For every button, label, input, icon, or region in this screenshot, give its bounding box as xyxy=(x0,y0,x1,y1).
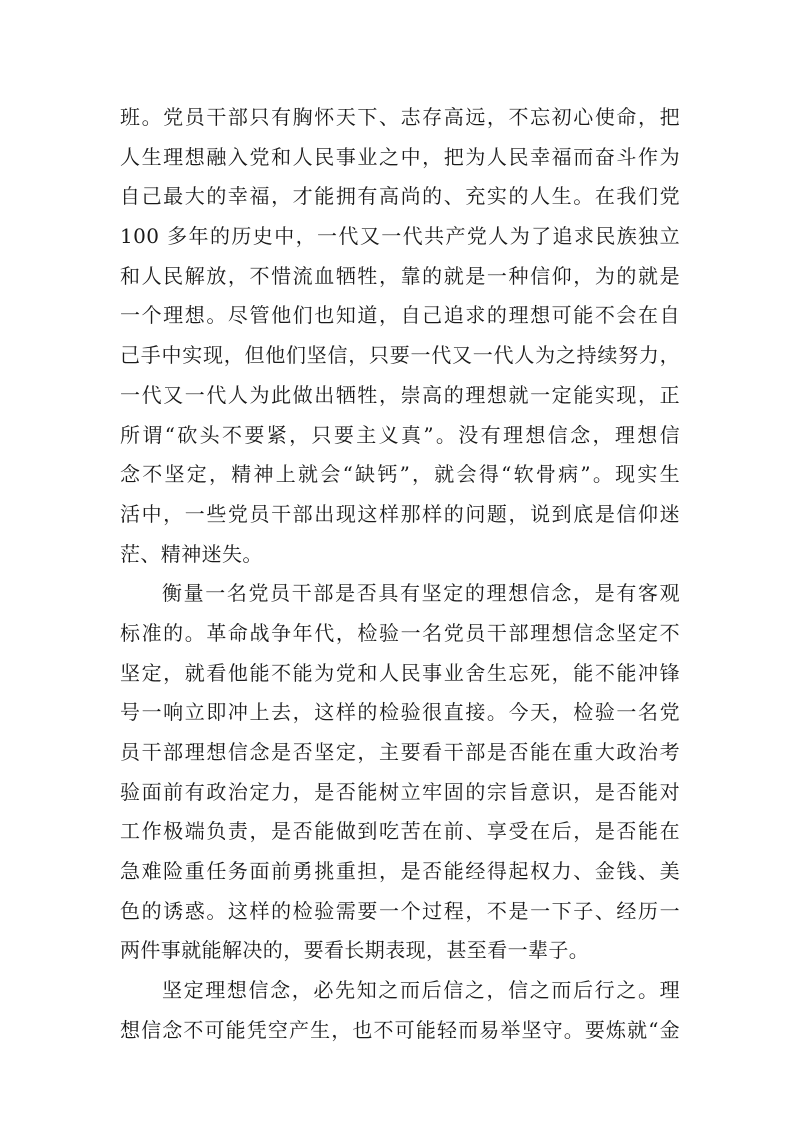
text-line: 标准的。革命战争年代，检验一名党员干部理想信念坚定不 xyxy=(120,620,680,645)
text-line: 坚定，就看他能不能为党和人民事业舍生忘死，能不能冲锋 xyxy=(120,660,680,685)
text-line: 验面前有政治定力，是否能树立牢固的宗旨意识，是否能对 xyxy=(120,779,680,804)
text-line: 员干部理想信念是否坚定，主要看干部是否能在重大政治考 xyxy=(120,740,680,764)
text-line: 自己最大的幸福，才能拥有高尚的、充实的人生。在我们党 xyxy=(120,184,680,209)
text-line: 一代又一代人为此做出牺牲，崇高的理想就一定能实现，正 xyxy=(120,382,680,407)
text-line: 己手中实现，但他们坚信，只要一代又一代人为之持续努力， xyxy=(120,343,680,368)
paragraph-2 xyxy=(120,574,680,971)
paragraph-1 xyxy=(120,98,680,574)
text-line: 人生理想融入党和人民事业之中，把为人民幸福而奋斗作为 xyxy=(120,144,680,169)
text-line: 坚定理想信念，必先知之而后信之，信之而后行之。理 xyxy=(162,978,680,1003)
text-line: 班。党员干部只有胸怀天下、志存高远，不忘初心使命，把 xyxy=(120,105,680,129)
text-line: 工作极端负责，是否能做到吃苦在前、享受在后，是否能在 xyxy=(120,819,680,844)
text-line: 一个理想。尽管他们也知道，自己追求的理想可能不会在自 xyxy=(120,303,680,328)
text-line: 所谓“砍头不要紧，只要主义真”。没有理想信念，理想信 xyxy=(120,422,680,447)
text-line: 念不坚定，精神上就会“缺钙”，就会得“软骨病”。现实生 xyxy=(120,462,680,487)
text-line: 色的诱惑。这样的检验需要一个过程，不是一下子、经历一 xyxy=(120,898,680,923)
text-line: 两件事就能解决的，要看长期表现，甚至看一辈子。 xyxy=(120,938,590,963)
text-line: 衡量一名党员干部是否具有坚定的理想信念，是有客观 xyxy=(162,581,680,606)
text-line: 活中，一些党员干部出现这样那样的问题，说到底是信仰迷 xyxy=(120,501,680,526)
text-line: 想信念不可能凭空产生，也不可能轻而易举坚守。要炼就“金 xyxy=(120,1017,680,1042)
paragraph-3 xyxy=(120,971,680,1050)
text-line: 号一响立即冲上去，这样的检验很直接。今天，检验一名党 xyxy=(120,700,680,725)
body-text xyxy=(120,98,680,1051)
text-line: 茫、精神迷失。 xyxy=(120,541,263,566)
text-line: 急难险重任务面前勇挑重担，是否能经得起权力、金钱、美 xyxy=(120,859,680,884)
text-line: 100 多年的历史中，一代又一代共产党人为了追求民族独立 xyxy=(120,224,680,249)
text-line: 和人民解放，不惜流血牺牲，靠的就是一种信仰，为的就是 xyxy=(120,263,680,288)
